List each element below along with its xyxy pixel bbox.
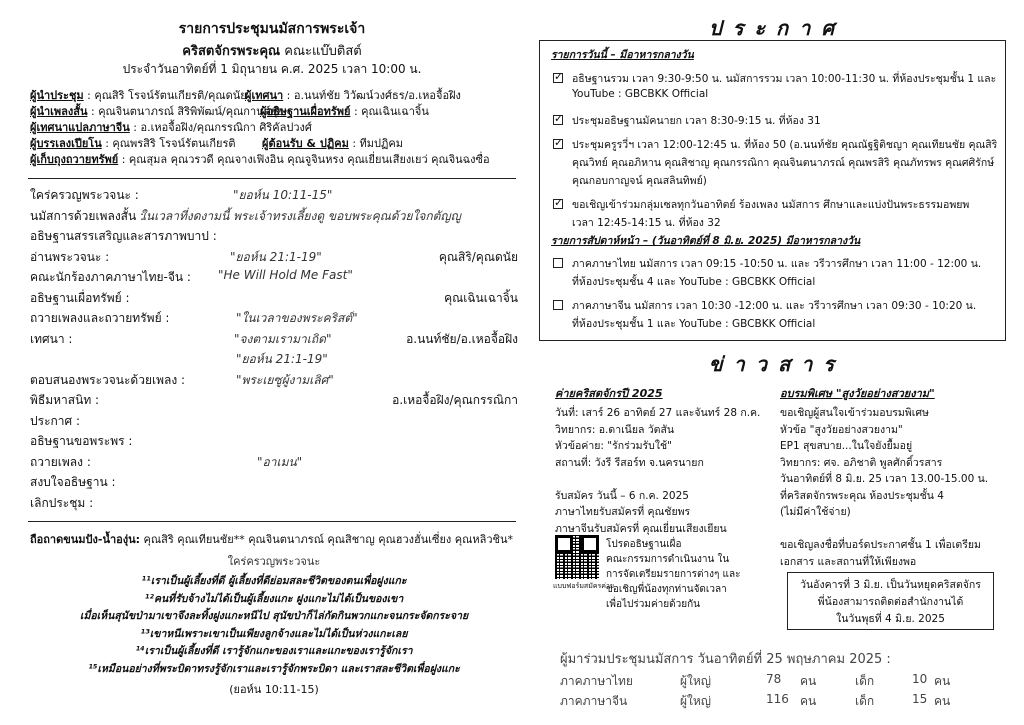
order-item (30, 268, 518, 286)
order-item-detail: "พระเยซูผู้งามเลิศ" (236, 372, 334, 387)
camp-line: วันที่: เสาร์ 26 อาทิตย์ 27 และจันทร์ 28 ก.ค. (555, 407, 761, 419)
announcement-line: ขอเชิญเข้าร่วมกลุ่มเซลทุกวันอาทิตย์ ร้องเพลง นมัสการ ศึกษาและแบ่งปันพระธรรมอพยพ (572, 199, 970, 211)
camp-line: ภาษาจีนรับสมัครที่ คุณเยี่ยนเสียงเยียน (555, 522, 727, 535)
order-item-leader: อ.นนท์ชัย/อ.เหอจื้อฝิง (406, 331, 518, 346)
announcement-line: ภาคภาษาไทย นมัสการ เวลา 09:15 -10:50 น. และ วรีวารศึกษา เวลา 11:00 - 12:00 น. (572, 258, 982, 270)
seminar-line: ที่คริสตจักรพระคุณ ห้องประชุมชั้น 4 (780, 489, 944, 502)
communion-servers (30, 530, 513, 548)
order-item-label: อธิษฐานสรรเสริญและสารภาพบาป : (30, 229, 217, 243)
camp-line: วิทยากร: อ.ดาเนียล วัตสัน (555, 423, 675, 436)
order-item (30, 473, 518, 491)
verse-line: ¹¹เราเป็นผู้เลี้ยงที่ดี ผู้เลี้ยงที่ดีย่อมสละชีวิตของตนเพื่อฝูงแกะ (141, 575, 407, 587)
staff-entry (30, 150, 490, 168)
order-item-label: เลิกประชุม : (30, 495, 94, 510)
divider (28, 178, 516, 179)
order-item-label: ประกาศ : (30, 413, 80, 428)
staff-name: : คุณสุมล คุณวรวดี คุณจางเฟิงอิน คุณจูจินหรง คุณเยี่ยนเสียงเยว่ คุณจินฉงซื่อ (118, 153, 490, 166)
order-item (30, 207, 518, 225)
verse-line: ¹²คนที่รับจ้างไม่ได้เป็นผู้เลี้ยงแกะ ฝูงแกะไม่ได้เป็นของเขา (144, 592, 404, 605)
seminar-line: หัวข้อ "สูงวัยอย่างสวยงาม" (780, 423, 903, 436)
order-item-label: ตอบสนองพระวจนะด้วยเพลง : (30, 372, 186, 387)
attendance-group: ภาคภาษาไทย (560, 674, 633, 688)
order-item (30, 289, 518, 307)
staff-name: : คุณเฉินเฉาจิ้น (350, 105, 429, 118)
attendance-adult: 78 (766, 672, 782, 686)
attendance-unit2: คน (934, 674, 951, 688)
attendance-adult-label: ผู้ใหญ่ (680, 694, 712, 708)
attendance-kid-label: เด็ก (855, 694, 875, 708)
staff-role: ผู้ต้อนรับ & ปฏิคม (262, 137, 349, 150)
camp-prayer-line: โปรดอธิษฐานเผื่อ (606, 539, 682, 550)
news-title: ข่ า ว ส า ร (708, 352, 837, 376)
order-item-detail: "ยอห์น 21:1-19" (230, 249, 322, 264)
order-item (30, 227, 518, 245)
seminar-line: EP1 สุขสบาย...ในใจยังยื้มอยู่ (780, 440, 913, 452)
order-item-leader: คุณสิริ/คุณดนัย (438, 249, 518, 264)
order-item-label: อธิษฐานเผื่อทรัพย์ : (30, 290, 130, 305)
verse-line: เมื่อเห็นสุนัขป่ามาเขาจึงละทิ้งฝูงแกะหนีไป สุนัขป่าก็ไล่กัดกินพวกแกะจนกระจัดกระจาย (79, 610, 469, 622)
staff-role: ผู้เทศนา (245, 89, 284, 102)
order-item-detail: "จงตามเรามาเถิด" (234, 331, 332, 346)
attendance-adult: 116 (766, 692, 789, 706)
next-week-heading: รายการสัปดาห์หน้า – (วันอาทิตย์ที่ 8 มิ.ย. 2025) มีอาหารกลางวัน (551, 235, 861, 247)
verse-title: ใคร่ครวญพระวจนะ (227, 555, 321, 568)
announcement-line: ประชุมครูรวี่ฯ เวลา 12:00-12:45 น. ที่ห้อง 50 (อ.นนท์ชัย คุณณัฐฐิติชญา คุณเทียนชัย คุณสิริ (572, 139, 998, 151)
order-item-leader: อ.เหอจื้อฝิง/คุณกรรณิกา (392, 393, 518, 407)
camp-prayer-line: การจัดเตรียมรายการต่างๆ และ (606, 569, 741, 580)
staff-name: : คุณพรสิริ โรจน์รัตนเกียรติ (101, 137, 236, 150)
verse-line: ¹⁴เราเป็นผู้เลี้ยงที่ดี เรารู้จักแกะของเราและแกะของเรารู้จักเรา (135, 645, 413, 657)
office-notice-line: พี่น้องสามารถติดต่อสำนักงานได้ (817, 596, 964, 608)
announcement-line: คุณกอบกาญจน์ คุณสลินทิพย์) (572, 175, 707, 187)
order-item (30, 186, 518, 204)
attendance-kid-label: เด็ก (855, 674, 875, 688)
staff-role: ผู้อธิษฐานเผื่อทรัพย์ (260, 105, 351, 118)
order-item (30, 412, 518, 430)
seminar-line: วันอาทิตย์ที่ 8 มิ.ย. 25 เวลา 13.00-15.00 น. (780, 473, 989, 485)
order-item-detail: "He Will Hold Me Fast" (218, 268, 353, 282)
order-item-label: ใคร่ครวญพระวจนะ : (30, 188, 139, 202)
checkbox[interactable] (553, 300, 563, 310)
camp-line: สถานที่: วังรี รีสอร์ท จ.นครนายก (555, 456, 704, 469)
camp-prayer-line: ขอเชิญพี่น้องทุกท่านจัดเวลา (606, 584, 727, 595)
divider (28, 521, 516, 522)
order-item-label: อธิษฐานขอพระพร : (30, 434, 133, 448)
order-item (30, 494, 518, 512)
staff-name: : คุณจินตนาภรณ์ สิริพิพัฒน์/คุณกานต์ยุ่ย (87, 105, 284, 118)
order-item-label: พิธีมหาสนิท : (30, 393, 100, 407)
order-item-leader: คุณเฉินเฉาจิ้น (444, 290, 518, 305)
checkbox[interactable] (553, 139, 563, 149)
staff-role: ผู้บรรเลงเปียโน (30, 137, 102, 150)
order-item (30, 371, 518, 389)
seminar-line: ขอเชิญผู้สนใจเข้าร่วมอบรมพิเศษ (780, 407, 929, 419)
announcement-line: คุณวิทย์ คุณอภิหาน คุณสิชาญ คุณกรรณิกา คุณจินตนาภรณ์ คุณพรสิริ คุณภัทรพร คุณศศิรักษ์ (572, 157, 995, 169)
seminar-title: อบรมพิเศษ "สูงวัยอย่างสวยงาม" (780, 387, 935, 400)
church-name (0, 40, 544, 61)
attendance-unit1: คน (800, 694, 817, 708)
service-date: ประจำวันอาทิตย์ที่ 1 มิถุนายน ค.ศ. 2025 เวลา 10:00 น. (122, 62, 422, 76)
attendance-group: ภาคภาษาจีน (560, 694, 628, 708)
attendance-title: ผู้มาร่วมประชุมนมัสการ วันอาทิตย์ที่ 25 พฤษภาคม 2025 : (560, 652, 891, 667)
order-item-detail: "ในเวลาของพระคริสต์" (236, 311, 358, 325)
order-item-label: นมัสการด้วยเพลงสั้น : (30, 208, 145, 223)
order-item-detail: "ยอห์น 10:11-15" (233, 188, 333, 202)
camp-line: รับสมัคร วันนี้ – 6 ก.ค. 2025 (555, 489, 689, 502)
church-name-th: คริสตจักรพระคุณ (182, 44, 281, 59)
order-item (30, 432, 518, 450)
staff-role: ผู้นำเพลงสั้น (30, 105, 88, 118)
attendance-adult-label: ผู้ใหญ่ (680, 674, 712, 688)
order-item (30, 309, 518, 327)
order-item-detail: ในเวลาที่งดงามนี้ พระเจ้าทรงเลี้ยงดู ขอบพระคุณด้วยใจกตัญญู (140, 208, 461, 223)
order-item (30, 248, 518, 266)
communion-servers-names: คุณสิริ คุณเทียนชัย** คุณจินตนาภรณ์ คุณสิชาญ คุณฮวงฮั่นเซี่ยง คุณหลิวชิน* (140, 533, 514, 546)
camp-prayer-line: เพื่อไปร่วมค่ายด้วยกัน (606, 599, 700, 610)
today-heading: รายการวันนี้ – มีอาหารกลางวัน (551, 49, 694, 61)
announcement-line: เวลา 12:45-14:15 น. ที่ห้อง 32 (572, 217, 721, 229)
order-item (30, 350, 518, 368)
attendance-kid: 10 (912, 672, 928, 686)
camp-line: หัวข้อค่าย: "รักร่วมรับใช้" (555, 440, 672, 452)
staff-name: : คุณสิริ โรจน์รัตนเกียรติ/คุณดนัย (83, 89, 247, 102)
order-item-label: อ่านพระวจนะ : (30, 249, 110, 264)
announcements-title: ป ร ะ ก า ศ (708, 16, 837, 40)
bulletin-title: รายการประชุมนมัสการพระเจ้า (178, 21, 366, 37)
verse-reference: (ยอห์น 10:11-15) (229, 683, 319, 696)
camp-registration-qr-code[interactable] (555, 535, 599, 579)
communion-servers-label: ถือถาดขนมปัง-น้ำองุ่น: (30, 533, 141, 546)
order-item-label: สงบใจอธิษฐาน : (30, 475, 116, 489)
seminar-line: (ไม่มีค่าใช้จ่าย) (780, 506, 851, 518)
staff-role: ผู้เทศนาแปลภาษาจีน (30, 121, 130, 134)
qr-caption: แบบฟอร์มสมัครค่าย (553, 582, 614, 590)
attendance-kid: 15 (912, 692, 928, 706)
staff-name: : อ.นนท์ชัย วิวัฒน์วงศ์ธร/อ.เหอจื้อฝิง (283, 89, 461, 102)
camp-prayer-line: คณะกรรมการดำเนินงาน ใน (606, 554, 730, 565)
announcement-line: ที่ห้องประชุมชั้น 1 และ YouTube : GBCBKK Official (572, 318, 816, 330)
checkbox[interactable] (553, 258, 563, 268)
checkbox[interactable] (553, 115, 563, 125)
seminar-line: เอกสาร และสถานที่ให้เพียงพอ (780, 555, 917, 568)
staff-name: : ทีมปฏิคม (348, 137, 404, 150)
staff-role: ผู้นำประชุม (30, 89, 84, 102)
order-item (30, 453, 518, 471)
verse-line: ¹³เขาหนีเพราะเขาเป็นเพียงลูกจ้างและไม่ได้เป็นห่วงแกะเลย (140, 627, 408, 640)
staff-role: ผู้เก็บถุงถวายทรัพย์ (30, 153, 119, 166)
order-item-label: คณะนักร้องภาคภาษาไทย-จีน : (30, 270, 191, 284)
office-notice-line: ในวันพุธที่ 4 มิ.ย. 2025 (836, 613, 945, 625)
announcement-line: ภาคภาษาจีน นมัสการ เวลา 10:30 -12:00 น. และ วรีวารศึกษา เวลา 09:30 - 10:20 น. (572, 300, 977, 312)
order-item-detail: "อาเมน" (257, 454, 303, 469)
announcement-line: อธิษฐานรวม เวลา 9:30-9:50 น. นมัสการรวม เวลา 10:00-11:30 น. ที่ห้องประชุมชั้น 1 และ (572, 73, 997, 85)
church-name-suffix: คณะแบ๊บติสต์ (280, 44, 362, 59)
camp-line: ภาษาไทยรับสมัครที่ คุณชัยพร (555, 506, 691, 518)
order-item-label: เทศนา : (30, 331, 73, 346)
order-item-label: ถวายเพลงและถวายทรัพย์ : (30, 311, 170, 325)
attendance-unit1: คน (800, 674, 817, 688)
camp-title: ค่ายคริสตจักรปี 2025 (555, 387, 663, 400)
verse-line: ¹⁵เหมือนอย่างที่พระบิดาทรงรู้จักเราและเรารู้จักพระบิดา และเราสละชีวิตเพื่อฝูงแกะ (88, 662, 460, 675)
staff-name: : อ.เหอจื้อฝิง/คุณกรรณิกา ศิริคัลปวงศ์ (129, 121, 312, 134)
seminar-line: ขอเชิญลงชื่อที่บอร์ดประกาศชั้น 1 เพื่อเตรียม (780, 539, 981, 551)
checkbox[interactable] (553, 199, 563, 209)
order-item-label: ถวายเพลง : (30, 454, 91, 469)
seminar-line: วิทยากร: ศจ. อภิชาติ พูลศักดิ์วรสาร (780, 456, 943, 469)
office-notice-line: วันอังคารที่ 3 มิ.ย. เป็นวันหยุดคริสตจักร (800, 579, 981, 591)
order-item (30, 330, 518, 348)
order-item-detail: "ยอห์น 21:1-19" (236, 352, 328, 366)
order-item (30, 391, 518, 409)
attendance-unit2: คน (934, 694, 951, 708)
checkbox[interactable] (553, 73, 563, 83)
announcement-line: ประชุมอธิษฐานมัคนายก เวลา 8:30-9:15 น. ที่ห้อง 31 (572, 115, 821, 127)
announcement-line: YouTube : GBCBKK Official (572, 88, 709, 100)
announcement-line: ที่ห้องประชุมชั้น 4 และ YouTube : GBCBKK Official (572, 276, 816, 288)
